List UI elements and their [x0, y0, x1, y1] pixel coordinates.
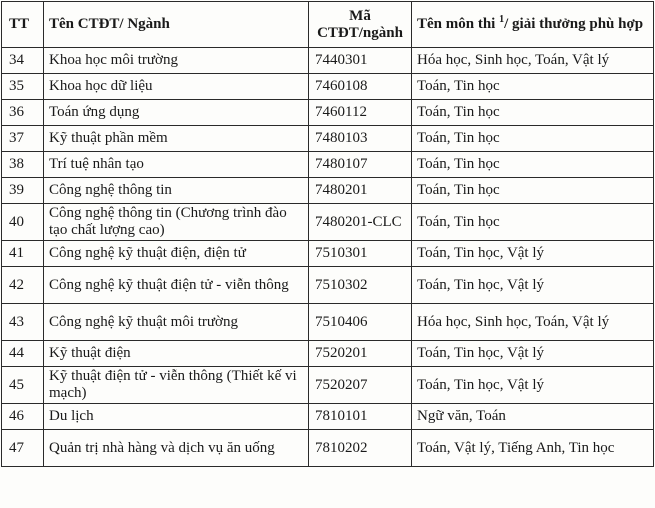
table-row: [2, 267, 654, 304]
cell-tt: 43: [2, 304, 44, 341]
cell-program: Công nghệ thông tin (Chương trình đào tạo chất lượng cao): [44, 204, 309, 241]
table-body: [2, 48, 654, 467]
cell-subjects: Ngữ văn, Toán: [412, 404, 654, 430]
table-header-row: [2, 2, 654, 48]
admission-subjects-table: [1, 1, 654, 467]
cell-tt: 39: [2, 178, 44, 204]
cell-code: 7460108: [309, 74, 412, 100]
table-row: [2, 48, 654, 74]
cell-tt: 44: [2, 341, 44, 367]
cell-code: 7520201: [309, 341, 412, 367]
cell-code: 7520207: [309, 367, 412, 404]
cell-tt: 41: [2, 241, 44, 267]
cell-program: Kỹ thuật phần mềm: [44, 126, 309, 152]
table-row: [2, 100, 654, 126]
cell-subjects: Toán, Tin học: [412, 152, 654, 178]
cell-program: Công nghệ thông tin: [44, 178, 309, 204]
cell-subjects: Toán, Tin học: [412, 204, 654, 241]
cell-subjects: Toán, Vật lý, Tiếng Anh, Tin học: [412, 430, 654, 467]
table-row: [2, 178, 654, 204]
cell-subjects: Toán, Tin học: [412, 178, 654, 204]
cell-subjects: Hóa học, Sinh học, Toán, Vật lý: [412, 304, 654, 341]
cell-subjects: Toán, Tin học, Vật lý: [412, 341, 654, 367]
cell-subjects: Hóa học, Sinh học, Toán, Vật lý: [412, 48, 654, 74]
cell-code: 7810202: [309, 430, 412, 467]
cell-tt: 36: [2, 100, 44, 126]
table-row: [2, 341, 654, 367]
cell-code: 7480103: [309, 126, 412, 152]
footnote-marker: 1: [499, 14, 505, 25]
cell-code: 7480107: [309, 152, 412, 178]
cell-code: 7510301: [309, 241, 412, 267]
cell-program: Công nghệ kỹ thuật điện tử - viễn thông: [44, 267, 309, 304]
cell-code: 7480201-CLC: [309, 204, 412, 241]
cell-tt: 38: [2, 152, 44, 178]
table-row: [2, 404, 654, 430]
cell-subjects: Toán, Tin học, Vật lý: [412, 241, 654, 267]
cell-program: Toán ứng dụng: [44, 100, 309, 126]
cell-code: 7510302: [309, 267, 412, 304]
cell-tt: 46: [2, 404, 44, 430]
header-program: Tên CTĐT/ Ngành: [44, 2, 309, 48]
table-row: [2, 126, 654, 152]
table-row: [2, 241, 654, 267]
header-subjects-post: / giải thưởng phù hợp: [504, 16, 644, 32]
cell-subjects: Toán, Tin học, Vật lý: [412, 267, 654, 304]
cell-subjects: Toán, Tin học: [412, 100, 654, 126]
table-row: [2, 304, 654, 341]
cell-tt: 42: [2, 267, 44, 304]
cell-tt: 40: [2, 204, 44, 241]
cell-program: Quản trị nhà hàng và dịch vụ ăn uống: [44, 430, 309, 467]
table-row: [2, 74, 654, 100]
table-row: [2, 430, 654, 467]
header-code: Mã CTĐT/ngành: [309, 2, 412, 48]
cell-code: 7810101: [309, 404, 412, 430]
cell-tt: 45: [2, 367, 44, 404]
cell-program: Công nghệ kỹ thuật điện, điện tử: [44, 241, 309, 267]
cell-program: Khoa học dữ liệu: [44, 74, 309, 100]
cell-program: Du lịch: [44, 404, 309, 430]
cell-subjects: Toán, Tin học, Vật lý: [412, 367, 654, 404]
cell-code: 7480201: [309, 178, 412, 204]
cell-subjects: Toán, Tin học: [412, 126, 654, 152]
table-row: [2, 367, 654, 404]
cell-subjects: Toán, Tin học: [412, 74, 654, 100]
cell-program: Công nghệ kỹ thuật môi trường: [44, 304, 309, 341]
cell-tt: 47: [2, 430, 44, 467]
cell-tt: 37: [2, 126, 44, 152]
header-tt: TT: [2, 2, 44, 48]
cell-program: Trí tuệ nhân tạo: [44, 152, 309, 178]
cell-program: Khoa học môi trường: [44, 48, 309, 74]
cell-program: Kỹ thuật điện: [44, 341, 309, 367]
header-subjects: [412, 2, 654, 48]
cell-program: Kỹ thuật điện tử - viễn thông (Thiết kế vi mạch): [44, 367, 309, 404]
cell-code: 7460112: [309, 100, 412, 126]
cell-tt: 35: [2, 74, 44, 100]
cell-code: 7440301: [309, 48, 412, 74]
table-row: [2, 152, 654, 178]
cell-tt: 34: [2, 48, 44, 74]
table-row: [2, 204, 654, 241]
header-subjects-pre: Tên môn thi: [417, 16, 500, 32]
cell-code: 7510406: [309, 304, 412, 341]
